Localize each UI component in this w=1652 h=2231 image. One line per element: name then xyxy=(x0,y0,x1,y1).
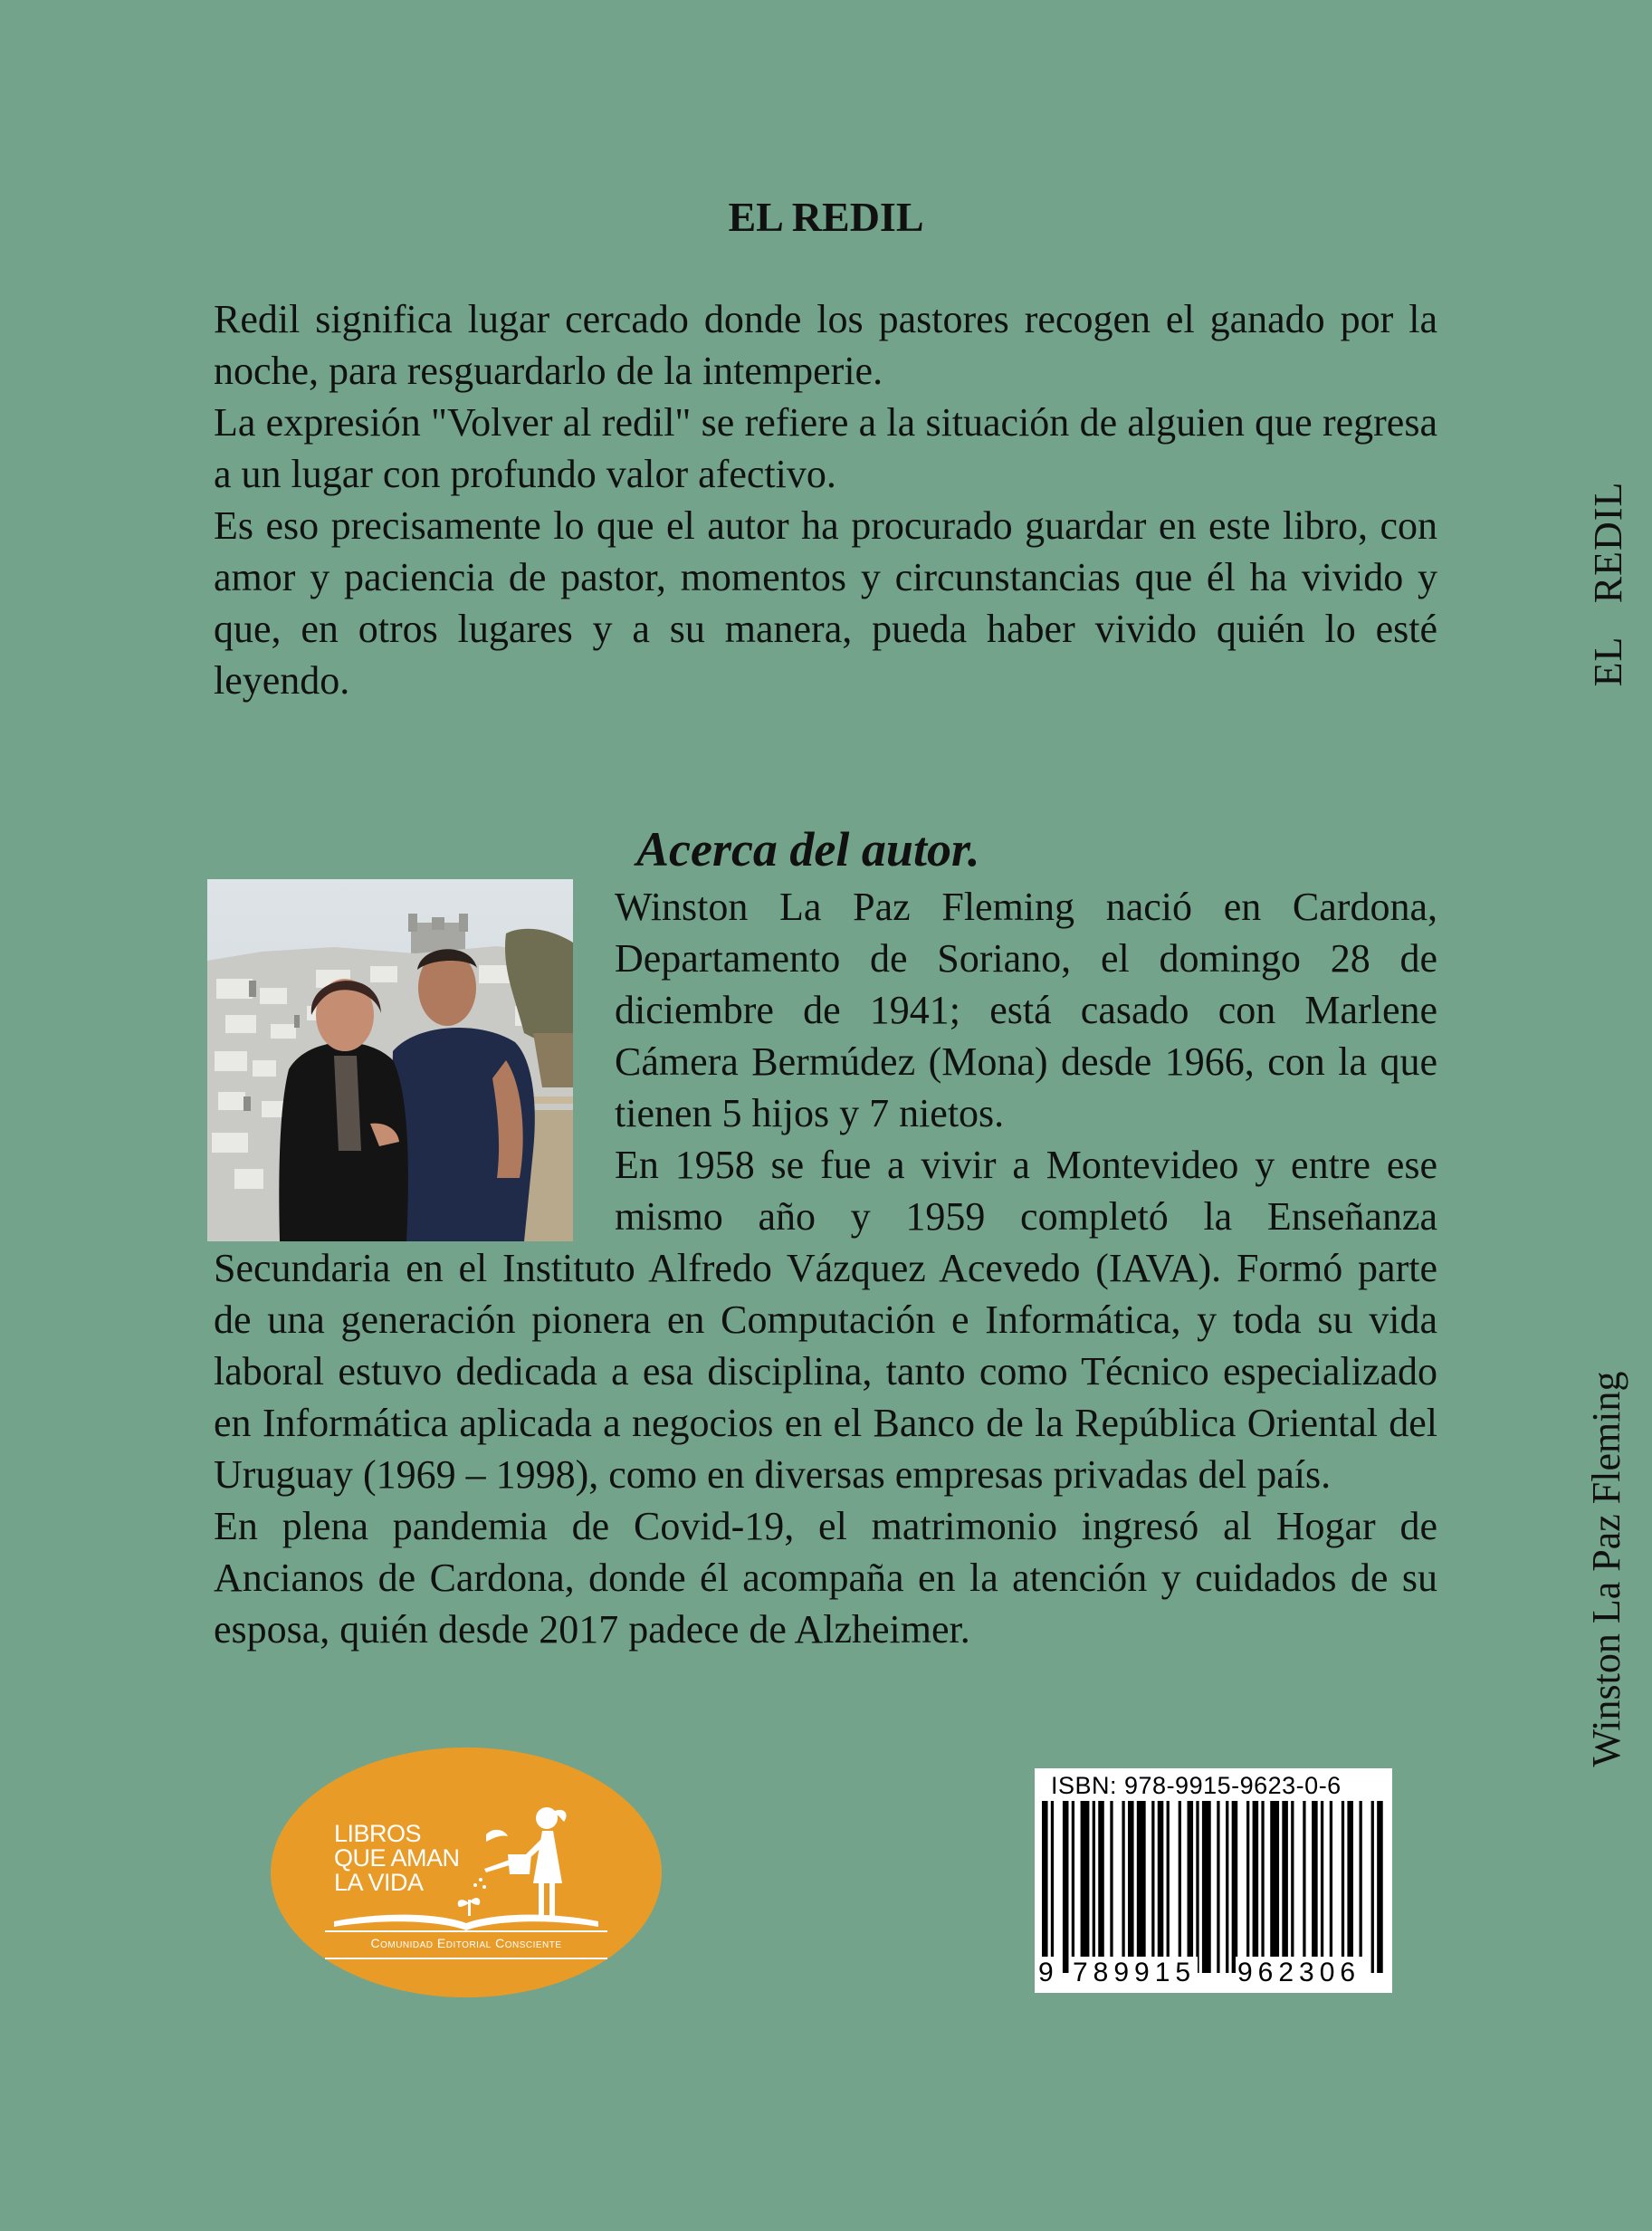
barcode-bar xyxy=(1158,1801,1164,1973)
synopsis xyxy=(214,293,1437,706)
synopsis-paragraph: La expresión "Volver al redil" se refiere a la situación de alguien que regresa a un lugar con profundo valor afectivo. xyxy=(214,400,1437,496)
barcode-bar xyxy=(1122,1801,1124,1973)
barcode-bar xyxy=(1137,1801,1146,1973)
barcode-bar xyxy=(1081,1801,1090,1973)
barcode-bar xyxy=(1312,1801,1318,1973)
barcode-bar xyxy=(1291,1801,1294,1973)
barcode-bar xyxy=(1196,1801,1198,1973)
publisher-logo-subtitle: Comunidad Editorial Consciente xyxy=(370,1936,562,1950)
logo-line: LIBROS xyxy=(334,1820,422,1847)
barcode-bar xyxy=(1093,1801,1095,1973)
barcode-bar xyxy=(1179,1801,1181,1973)
barcode-bar xyxy=(1261,1801,1264,1973)
barcode-bar xyxy=(1188,1801,1194,1973)
bio-paragraph: En 1958 se fue a vivir a Montevideo y entre ese mismo año y 1959 completó la Enseñanza Secundaria en el Instituto Alfredo Vázquez Acevedo (IAVA). Formó parte de una generación pionera en Computación e Informática, y toda su vida laboral estuvo dedicada a esa disciplina, tanto como Técnico especializado en Informática aplicada a negocios en el Banco de la República Oriental del Uruguay (1969 – 1998), como en diversas empresas privadas del país. xyxy=(214,1143,1437,1497)
barcode-bar xyxy=(1226,1801,1228,1973)
isbn-barcode xyxy=(1035,1768,1392,1993)
barcode-bar xyxy=(1051,1801,1054,1973)
barcode-bar xyxy=(1342,1801,1344,1973)
barcode-bar xyxy=(1110,1801,1112,1973)
logo-line: LA VIDA xyxy=(334,1869,424,1896)
barcode-bar xyxy=(1270,1801,1279,1973)
barcode-bar xyxy=(1151,1801,1154,1973)
barcode-digit-first: 9 xyxy=(1038,1958,1054,1987)
barcode-bar xyxy=(1371,1801,1374,1973)
isbn-number: ISBN: 978-9915-9623-0-6 xyxy=(1051,1772,1342,1799)
barcode-digits-right: 962306 xyxy=(1237,1958,1361,1987)
barcode-digits-left: 789915 xyxy=(1073,1958,1197,1987)
barcode-bar xyxy=(1232,1801,1238,1973)
barcode-bar xyxy=(1360,1801,1362,1973)
barcode-bar xyxy=(1253,1801,1259,1973)
author-bio xyxy=(214,881,1437,1655)
logo-line: QUE AMAN xyxy=(334,1844,460,1872)
barcode-bar xyxy=(1217,1801,1219,1973)
barcode-bar xyxy=(1282,1801,1288,1973)
barcode-bar xyxy=(1377,1801,1383,1973)
barcode-bar xyxy=(1330,1801,1332,1973)
logo-divider xyxy=(325,1930,607,1932)
barcode-bar xyxy=(1128,1801,1134,1973)
barcode-bar xyxy=(1347,1801,1353,1973)
barcode-bar xyxy=(1303,1801,1305,1973)
girl-watering-book-icon xyxy=(271,1747,662,1997)
barcode-bar xyxy=(1063,1801,1069,1973)
bio-paragraph: Winston La Paz Fleming nació en Cardona, Departamento de Soriano, el domingo 28 de diciembre de 1941; está casado con Marlene Cámera Bermúdez (Mona) desde 1966, con la que tienen 5 hijos y 7 nietos. xyxy=(615,885,1437,1135)
book-title: EL REDIL xyxy=(728,194,924,240)
photo-spacer xyxy=(214,881,615,1241)
barcode-bar xyxy=(1321,1801,1323,1973)
barcode-bar xyxy=(1246,1801,1249,1973)
logo-divider xyxy=(325,1958,607,1959)
barcode-bar xyxy=(1098,1801,1104,1973)
barcode-bar xyxy=(1167,1801,1170,1973)
barcode-bar xyxy=(1072,1801,1074,1973)
barcode-digits xyxy=(1035,1957,1392,1989)
spine-author: Winston La Paz Fleming xyxy=(1584,1371,1628,1767)
about-author-heading: Acerca del autor. xyxy=(636,822,980,876)
synopsis-paragraph: Es eso precisamente lo que el autor ha procurado guardar en este libro, con amor y paciencia de pastor, momentos y circunstancias que él ha vivido y que, en otros lugares y a su manera, pueda haber vivido quién lo esté leyendo. xyxy=(214,503,1437,703)
barcode-bar xyxy=(1202,1801,1211,1973)
spine-title: EL REDIL xyxy=(1586,481,1630,687)
synopsis-paragraph: Redil significa lugar cercado donde los pastores recogen el ganado por la noche, para resguardarlo de la intemperie. xyxy=(214,297,1437,393)
bio-paragraph: En plena pandemia de Covid-19, el matrimonio ingresó al Hogar de Ancianos de Cardona, donde él acompaña en la atención y cuidados de su esposa, quién desde 2017 padece de Alzheimer. xyxy=(214,1504,1437,1652)
barcode-bar xyxy=(1042,1801,1048,1973)
barcode-bars xyxy=(1042,1801,1386,1973)
publisher-logo xyxy=(271,1747,662,1997)
